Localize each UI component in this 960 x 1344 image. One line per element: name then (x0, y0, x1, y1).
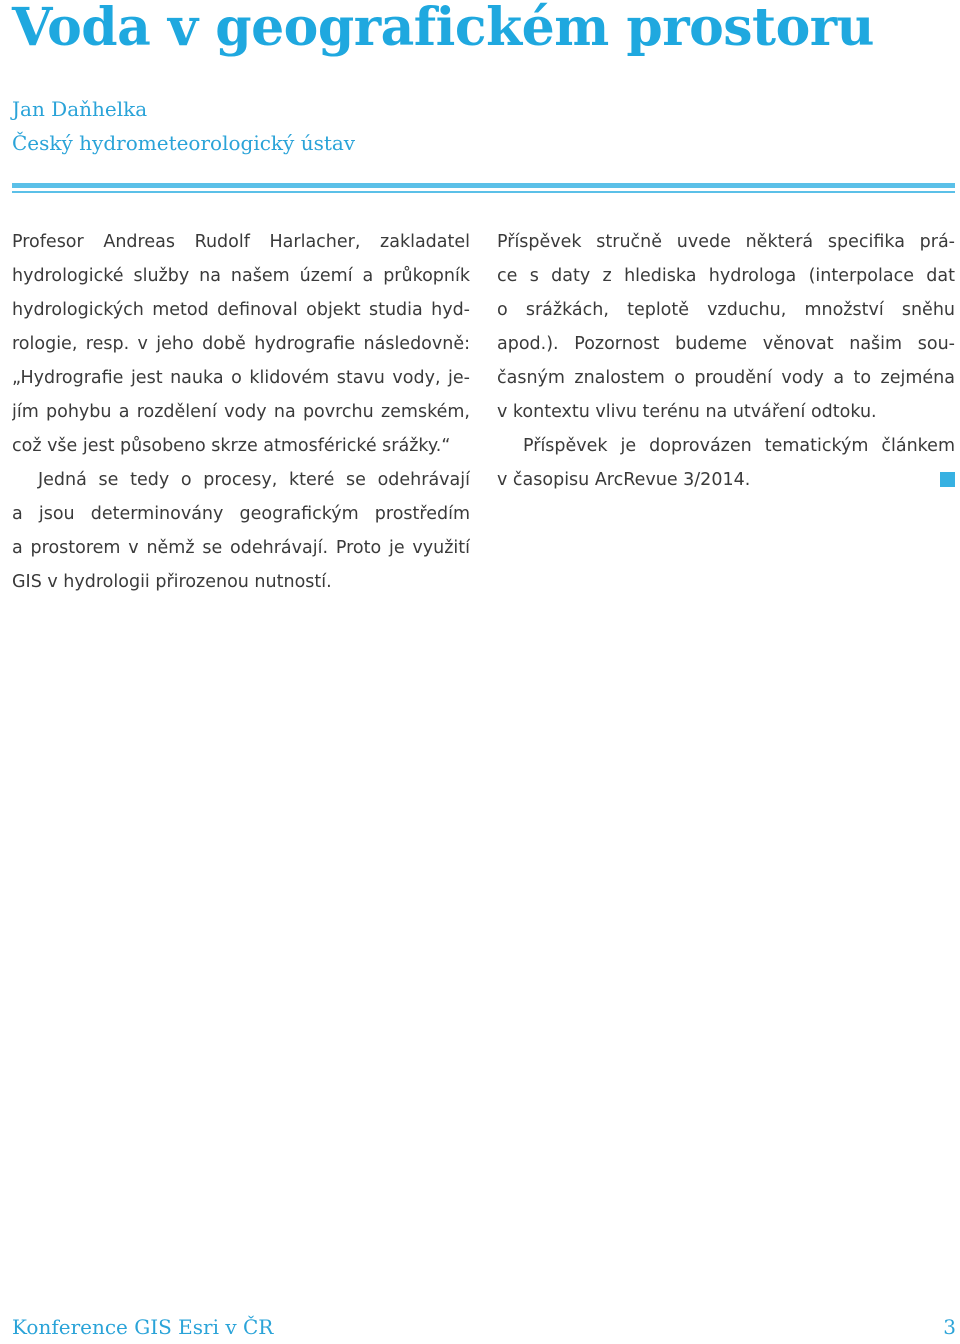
text-line: a jsou determinovány geografickým prostředím (12, 504, 470, 524)
author-block (12, 92, 355, 160)
text-line: GIS v hydrologii přirozenou nutností. (12, 572, 332, 592)
text-line: Příspěvek je doprovázen tematickým článkem (523, 436, 955, 456)
text-line: což vše jest působeno skrze atmosférické srážky.“ (12, 436, 451, 456)
text-line: „Hydrografie jest nauka o klidovém stavu vody, je- (12, 368, 470, 388)
author-name: Jan Daňhelka (12, 97, 148, 121)
header-rule-thin (12, 191, 955, 193)
author-affiliation: Český hydrometeorologický ústav (12, 131, 356, 155)
end-of-article-square-icon (940, 472, 955, 487)
text-line: v časopisu ArcRevue 3/2014. (497, 470, 751, 490)
text-line: v kontextu vlivu terénu na utváření odtoku. (497, 402, 877, 422)
text-line: Profesor Andreas Rudolf Harlacher, zakladatel (12, 232, 470, 252)
text-line: Jedná se tedy o procesy, které se odehrávají (38, 470, 470, 490)
text-line: a prostorem v němž se odehrávají. Proto je využití (12, 538, 470, 558)
text-line: apod.). Pozornost budeme věnovat našim sou- (497, 334, 955, 354)
right-text-column (497, 225, 955, 497)
text-line-last (497, 463, 955, 497)
text-line: rologie, resp. v jeho době hydrografie následovně: (12, 334, 470, 354)
text-line: Příspěvek stručně uvede některá specifika prá- (497, 232, 955, 252)
text-line: o srážkách, teplotě vzduchu, množství sněhu (497, 300, 955, 320)
footer-conference-name: Konference GIS Esri v ČR (12, 1315, 274, 1339)
article-title: Voda v geografickém prostoru (12, 0, 874, 58)
left-text-column (12, 225, 470, 599)
text-line: ce s daty z hlediska hydrologa (interpolace dat (497, 266, 955, 286)
header-rule-thick (12, 183, 955, 188)
text-line: jím pohybu a rozdělení vody na povrchu zemském, (12, 402, 470, 422)
text-line: časným znalostem o proudění vody a to zejména (497, 368, 955, 388)
text-line: hydrologické služby na našem území a průkopník (12, 266, 470, 286)
footer-page-number: 3 (943, 1315, 956, 1339)
text-line: hydrologických metod definoval objekt studia hyd- (12, 300, 470, 320)
